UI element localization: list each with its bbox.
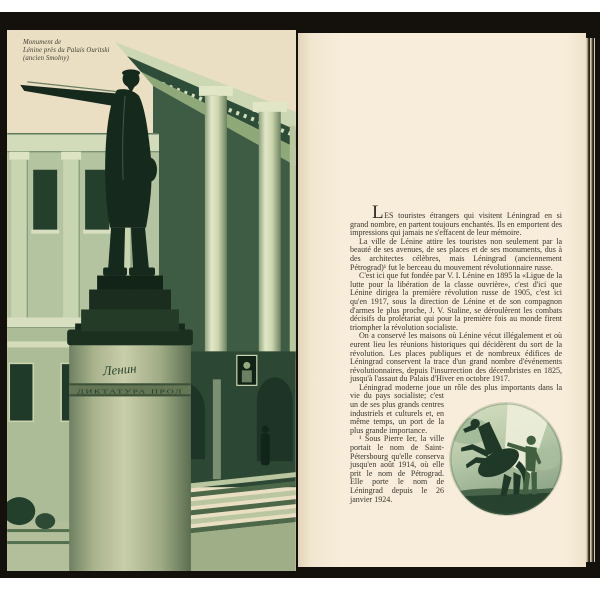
caption-line-1: Monument de — [23, 39, 62, 46]
caption-line-2: Lénine près du Palais Ouritski — [23, 47, 110, 54]
caption-line-3: (ancien Smolny) — [23, 55, 69, 62]
left-page — [7, 30, 296, 571]
right-page — [298, 33, 586, 567]
pedestal-inscription: ДИКТАТУРА ПРОЛ — [77, 388, 183, 396]
paragraph-1 — [350, 202, 562, 238]
footnote: ¹ Sous Pierre Ier, la ville portait le nom de Saint-Pétersbourg qu'elle conserva jusqu'en août 1914, où elle prit le nom de Pétrograd. Elle porte le nom de Léningrad depuis le 26 janvier 1924. — [350, 434, 444, 504]
photo-caption — [23, 39, 109, 63]
float-spacer — [562, 384, 563, 401]
page-edges-stack — [586, 38, 595, 562]
lenin-monument-photo — [7, 30, 296, 571]
paragraph-3: C'est ici que fut fondée par V. I. Lénine en 1895 la «Ligue de la lutte pour la libération de la classe ouvrière», c'est d'ici que Lénine dirigea la première révolution russe de 1905, c'est ici qu'en 1917, sous la direction de Lénine et de son compagnon d'armes le plus proche, J. V. Staline, se déroulèrent les combats décisifs du prolétariat qui pour la première fois au monde firent triompher la révolution socialiste. — [350, 271, 562, 332]
horse-tamer-photo — [450, 403, 562, 515]
body-text — [350, 202, 562, 517]
paragraph-1-text: ES touristes étrangers qui visitent Léningrad en si grand nombre, en partent toujours enchantés. Ils en emportent des impressions qui jamais ne s'effacent de leur mémoire. — [350, 211, 562, 238]
pedestal-signature: Ленин — [102, 360, 138, 379]
paragraph-2: La ville de Lénine attire les touristes non seulement par la beauté de ses avenues, de ses places et de ses monuments, dus à des architectes célèbres, mais Léningrad (anciennement Pétrograd)¹ fut le berceau du mouvement révolutionnaire russe. — [350, 236, 562, 272]
drop-cap: L — [372, 202, 385, 223]
portrait-banner — [237, 355, 257, 385]
paragraph-5: Léningrad moderne joue un rôle des plus importants dans la vie du pays socialiste; c'est un de ses plus grands centres industriels et culturels et, en même temps, un port de la plus grande importance. — [350, 382, 562, 435]
pedestal — [67, 323, 193, 571]
statue-head — [123, 70, 140, 87]
paragraph-4: On a conservé les maisons où Lénine vécut illégalement et où eurent lieu les réunions historiques qui décidèrent du sort de la révolution. Les places publiques et de nombreux édifices de Léningrad conservent la trace d'un grand nombre d'événements révolutionnaires, depuis l'insurrection des décembristes en 1825, jusqu'à l'assaut du Palais d'Hiver en octobre 1917. — [350, 331, 562, 384]
